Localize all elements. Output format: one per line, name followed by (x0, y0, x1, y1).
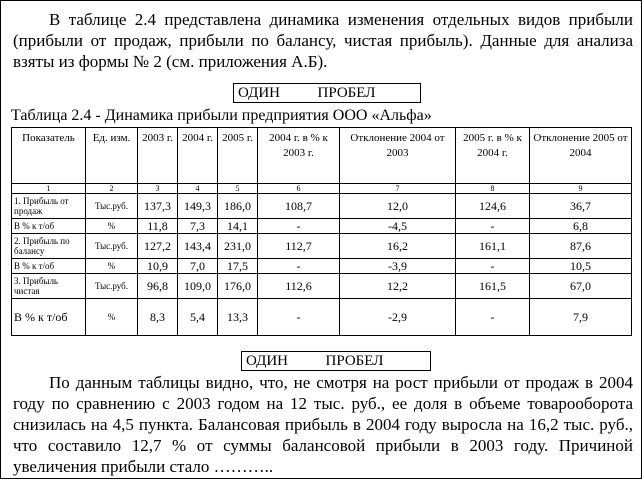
value-cell: 7,0 (178, 259, 218, 274)
value-cell: - (456, 299, 530, 336)
value-cell: 7,3 (178, 219, 218, 234)
value-cell: 149,3 (178, 194, 218, 219)
unit-cell: % (86, 259, 138, 274)
table-row (12, 299, 632, 336)
column-number-row (12, 184, 632, 194)
unit-cell: Тыс.руб. (86, 194, 138, 219)
value-cell: 161,5 (456, 274, 530, 299)
row-label: В % к т/об (12, 219, 86, 234)
column-number: 6 (258, 184, 340, 194)
value-cell: 124,6 (456, 194, 530, 219)
value-cell: 112,7 (258, 234, 340, 259)
value-cell: 36,7 (530, 194, 632, 219)
column-number: 8 (456, 184, 530, 194)
value-cell: 67,0 (530, 274, 632, 299)
value-cell: 108,7 (258, 194, 340, 219)
profit-dynamics-table (11, 127, 632, 336)
value-cell: 12,0 (340, 194, 456, 219)
row-label: В % к т/об (12, 259, 86, 274)
value-cell: - (258, 299, 340, 336)
header-cell: 2004 г. в % к 2003 г. (258, 128, 340, 184)
value-cell: -3,9 (340, 259, 456, 274)
header-cell: Отклонение 2005 от 2004 (530, 128, 632, 184)
value-cell: 137,3 (138, 194, 178, 219)
value-cell: -4,5 (340, 219, 456, 234)
intro-paragraph: В таблице 2.4 представлена динамика изменения отдельных видов прибыли (прибыли от продаж, прибыли по балансу, чистая прибыль). Данные для анализа взяты из формы № 2 (см. приложения А.Б). (13, 10, 633, 71)
column-number: 3 (138, 184, 178, 194)
column-number: 7 (340, 184, 456, 194)
table-row (12, 274, 632, 299)
value-cell: 6,8 (530, 219, 632, 234)
value-cell: 14,1 (218, 219, 258, 234)
value-cell: 10,5 (530, 259, 632, 274)
spacer-label-top: ОДИН ПРОБЕЛ (233, 83, 421, 103)
column-number: 1 (12, 184, 86, 194)
value-cell: 16,2 (340, 234, 456, 259)
column-number: 5 (218, 184, 258, 194)
value-cell: 109,0 (178, 274, 218, 299)
value-cell: 161,1 (456, 234, 530, 259)
value-cell: 17,5 (218, 259, 258, 274)
value-cell: 143,4 (178, 234, 218, 259)
value-cell: 96,8 (138, 274, 178, 299)
table-row (12, 259, 632, 274)
value-cell: 11,8 (138, 219, 178, 234)
value-cell: -2,9 (340, 299, 456, 336)
row-label: 2. Прибыль по балансу (12, 234, 86, 259)
row-label: 1. Прибыль от продаж (12, 194, 86, 219)
value-cell: - (456, 259, 530, 274)
table-row (12, 219, 632, 234)
header-cell: 2004 г. (178, 128, 218, 184)
value-cell: - (258, 219, 340, 234)
table-row (12, 234, 632, 259)
value-cell: 186,0 (218, 194, 258, 219)
conclusion-paragraph: По данным таблицы видно, что, не смотря на рост прибыли от продаж в 2004 году по сравнению с 2003 годом на 12 тыс. руб., ее доля в объеме товарооборота снизилась на 4,5 пункта. Балансовая прибыль в 2004 году выросла на 16,2 тыс. руб., что составило 12,7 % от суммы балансовой прибыли в 2003 году. Причиной увеличения прибыли стало ……….. (13, 373, 633, 476)
unit-cell: % (86, 219, 138, 234)
header-cell: Ед. изм. (86, 128, 138, 184)
header-cell: Отклонение 2004 от 2003 (340, 128, 456, 184)
unit-cell: % (86, 299, 138, 336)
column-number: 2 (86, 184, 138, 194)
spacer-label-bottom: ОДИН ПРОБЕЛ (241, 351, 431, 371)
unit-cell: Тыс.руб. (86, 234, 138, 259)
value-cell: 13,3 (218, 299, 258, 336)
table-title: Таблица 2.4 - Динамика прибыли предприятия ООО «Альфа» (11, 107, 432, 124)
header-cell: 2003 г. (138, 128, 178, 184)
header-cell: Показатель (12, 128, 86, 184)
row-label: В % к т/об (12, 299, 86, 336)
value-cell: 8,3 (138, 299, 178, 336)
value-cell: 12,2 (340, 274, 456, 299)
value-cell: 7,9 (530, 299, 632, 336)
unit-cell: Тыс.руб. (86, 274, 138, 299)
value-cell: - (456, 219, 530, 234)
table-header-row (12, 128, 632, 184)
header-cell: 2005 г. (218, 128, 258, 184)
value-cell: 10,9 (138, 259, 178, 274)
value-cell: - (258, 259, 340, 274)
value-cell: 231,0 (218, 234, 258, 259)
column-number: 4 (178, 184, 218, 194)
row-label: 3. Прибыль чистая (12, 274, 86, 299)
value-cell: 127,2 (138, 234, 178, 259)
value-cell: 112,6 (258, 274, 340, 299)
value-cell: 5,4 (178, 299, 218, 336)
table-row (12, 194, 632, 219)
value-cell: 176,0 (218, 274, 258, 299)
value-cell: 87,6 (530, 234, 632, 259)
column-number: 9 (530, 184, 632, 194)
header-cell: 2005 г. в % к 2004 г. (456, 128, 530, 184)
